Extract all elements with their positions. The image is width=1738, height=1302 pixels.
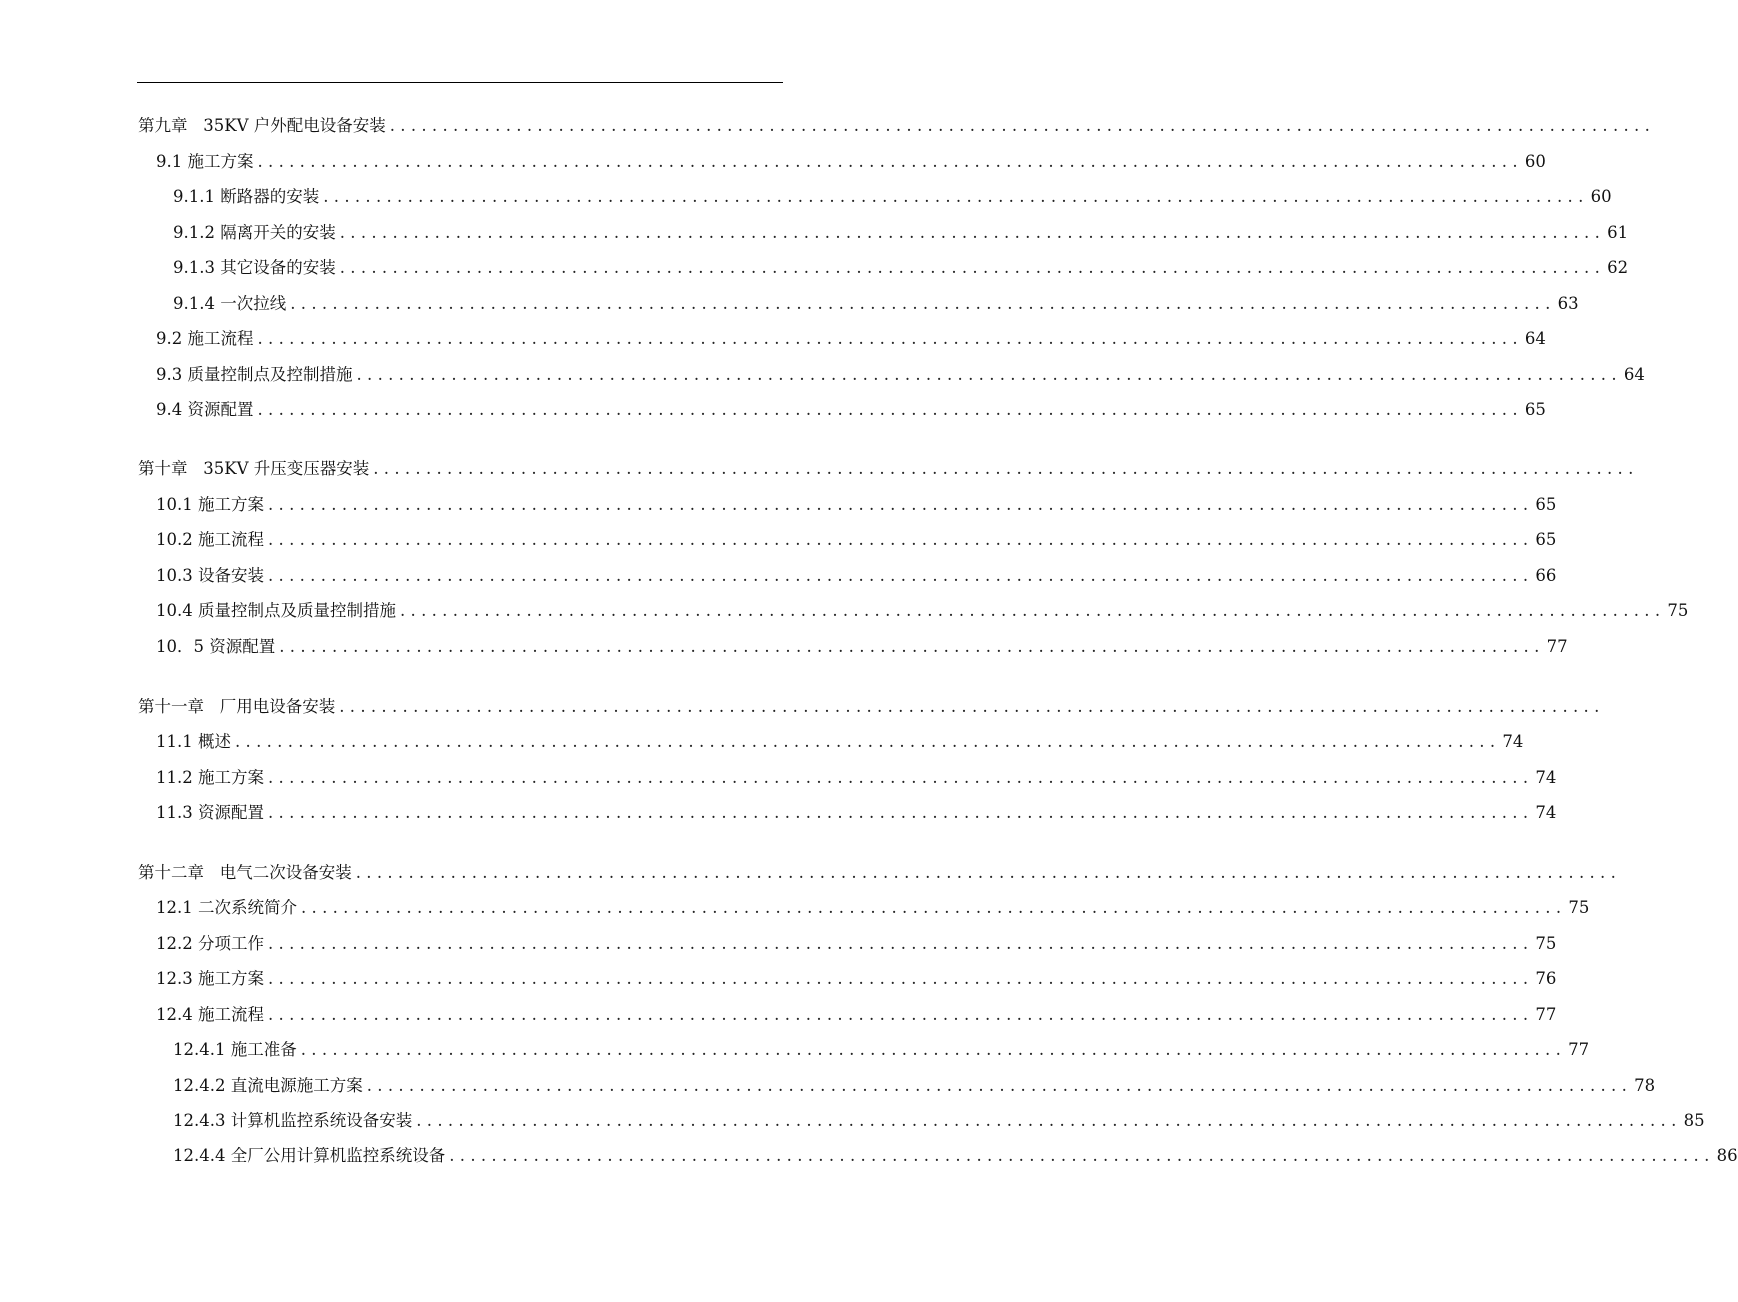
- toc-entry[interactable]: [173, 290, 1579, 314]
- toc-entry[interactable]: [173, 1072, 1656, 1096]
- entry-title: 分项工作: [198, 934, 264, 953]
- entry-number: 12.4: [156, 1005, 193, 1024]
- dot-leader: ........................................................................................................................: [339, 697, 1605, 716]
- page-number: 64: [1524, 329, 1546, 348]
- toc-entry[interactable]: [156, 764, 1557, 788]
- entry-number: 12.4.4: [173, 1146, 226, 1165]
- entry-title: 施工方案: [198, 969, 264, 988]
- entry-title: 质量控制点及质量控制措施: [198, 601, 396, 620]
- dot-leader: ........................................................................................................................: [449, 1146, 1715, 1165]
- toc-entry[interactable]: [173, 183, 1612, 207]
- dot-leader: ........................................................................................................................: [235, 732, 1501, 751]
- entry-gap: [204, 863, 220, 883]
- entry-gap: [204, 697, 220, 717]
- entry-title: 35KV 升压变压器安装: [203, 459, 370, 478]
- entry-number: 10.4: [156, 601, 193, 620]
- entry-title: 其它设备的安装: [220, 258, 336, 277]
- dot-leader: ........................................................................................................................: [268, 934, 1534, 953]
- toc-entry[interactable]: [173, 219, 1629, 243]
- entry-title: 厂用电设备安装: [219, 697, 336, 716]
- dot-leader: ........................................................................................................................: [268, 1005, 1534, 1024]
- entry-title: 隔离开关的安装: [220, 223, 336, 242]
- toc-entry[interactable]: [156, 965, 1557, 989]
- toc-entry[interactable]: [156, 633, 1568, 657]
- page-number: 61: [1607, 223, 1629, 242]
- entry-number: 11.1: [156, 732, 193, 751]
- dot-leader: ........................................................................................................................: [257, 329, 1523, 348]
- entry-number: 10.3: [156, 566, 193, 585]
- entry-title: 资源配置: [187, 400, 254, 419]
- entry-number: 9.3: [156, 365, 183, 384]
- entry-title: 全厂公用计算机监控系统设备: [230, 1146, 446, 1165]
- toc-entry[interactable]: [173, 1142, 1738, 1166]
- toc-entry[interactable]: [156, 728, 1524, 752]
- page-number: 65: [1524, 400, 1546, 419]
- page-number: 86: [1716, 1146, 1738, 1165]
- dot-leader: ........................................................................................................................: [268, 566, 1534, 585]
- entry-number: 10.2: [156, 530, 193, 549]
- entry-number: 第九章: [138, 116, 188, 135]
- entry-number: 9.1.3: [173, 258, 215, 277]
- entry-number: 9.2: [156, 329, 183, 348]
- dot-leader: ........................................................................................................................: [268, 768, 1534, 787]
- toc-entry[interactable]: [156, 930, 1557, 954]
- entry-title: 电气二次设备安装: [219, 863, 352, 882]
- entry-number: 12.4.2: [173, 1076, 226, 1095]
- entry-number: 11.3: [156, 803, 193, 822]
- dot-leader: ........................................................................................................................: [339, 223, 1606, 242]
- entry-title: 概述: [198, 732, 231, 751]
- page-number: 77: [1546, 637, 1568, 656]
- entry-number: 9.1.2: [173, 223, 215, 242]
- entry-number: 第十二章: [138, 863, 204, 882]
- toc-entry[interactable]: [156, 526, 1557, 550]
- toc-entry[interactable]: [156, 562, 1557, 586]
- entry-title: 施工流程: [187, 329, 254, 348]
- page-number: 74: [1535, 803, 1557, 822]
- page-number: 78: [1634, 1076, 1656, 1095]
- dot-leader: ........................................................................................................................: [356, 365, 1622, 384]
- page-number: 77: [1535, 1005, 1557, 1024]
- toc-entry[interactable]: [156, 148, 1546, 172]
- dot-leader: ........................................................................................................................: [268, 530, 1534, 549]
- dot-leader: ........................................................................................................................: [301, 898, 1567, 917]
- entry-number: 9.1.4: [173, 294, 215, 313]
- entry-title: 直流电源施工方案: [230, 1076, 363, 1095]
- entry-title: 施工方案: [198, 495, 264, 514]
- page-number: 75: [1568, 898, 1590, 917]
- dot-leader: ........................................................................................................................: [279, 637, 1545, 656]
- page-number: 63: [1557, 294, 1579, 313]
- dot-leader: ........................................................................................................................: [268, 969, 1534, 988]
- dot-leader: ........................................................................................................................: [400, 601, 1666, 620]
- entry-number: 10．5: [156, 637, 204, 656]
- dot-leader: ........................................................................................................................: [355, 863, 1622, 882]
- toc-chapter-entry[interactable]: [138, 455, 1639, 479]
- page-number: 65: [1535, 530, 1557, 549]
- toc-entry[interactable]: [156, 491, 1557, 515]
- toc-chapter-entry[interactable]: [138, 693, 1605, 717]
- entry-title: 设备安装: [198, 566, 264, 585]
- toc-chapter-entry[interactable]: [138, 112, 1656, 136]
- entry-title: 二次系统简介: [198, 898, 297, 917]
- toc-entry[interactable]: [173, 1036, 1590, 1060]
- page-number: 75: [1535, 934, 1557, 953]
- page-number: 62: [1607, 258, 1629, 277]
- entry-number: 11.2: [156, 768, 193, 787]
- page-number: 74: [1502, 732, 1524, 751]
- page-number: 85: [1683, 1111, 1705, 1130]
- dot-leader: ........................................................................................................................: [257, 400, 1523, 419]
- toc-entry[interactable]: [156, 799, 1557, 823]
- toc-entry[interactable]: [173, 1107, 1705, 1131]
- page-number: 76: [1535, 969, 1557, 988]
- page-number: 60: [1524, 152, 1546, 171]
- toc-entry[interactable]: [156, 597, 1689, 621]
- dot-leader: ........................................................................................................................: [416, 1111, 1682, 1130]
- toc-chapter-entry[interactable]: [138, 859, 1622, 883]
- toc-entry[interactable]: [156, 325, 1546, 349]
- dot-leader: ........................................................................................................................: [268, 803, 1534, 822]
- entry-number: 第十章: [138, 459, 188, 478]
- dot-leader: ........................................................................................................................: [366, 1076, 1633, 1095]
- entry-title: 施工准备: [230, 1040, 297, 1059]
- page-number: 74: [1535, 768, 1557, 787]
- entry-title: 资源配置: [198, 803, 264, 822]
- page-number: 64: [1623, 365, 1645, 384]
- entry-title: 一次拉线: [220, 294, 287, 313]
- entry-title: 施工方案: [198, 768, 264, 787]
- entry-title: 断路器的安装: [220, 187, 320, 206]
- page-number: 60: [1590, 187, 1612, 206]
- entry-title: 施工流程: [198, 1005, 264, 1024]
- entry-title: 计算机监控系统设备安装: [230, 1111, 413, 1130]
- toc-entry[interactable]: [173, 254, 1629, 278]
- entry-number: 9.4: [156, 400, 183, 419]
- entry-number: 12.4.1: [173, 1040, 226, 1059]
- dot-leader: ........................................................................................................................: [389, 116, 1656, 135]
- entry-title: 施工流程: [198, 530, 264, 549]
- dot-leader: ........................................................................................................................: [290, 294, 1556, 313]
- page-number: 66: [1535, 566, 1557, 585]
- entry-title: 质量控制点及控制措施: [187, 365, 353, 384]
- dot-leader: ........................................................................................................................: [268, 495, 1534, 514]
- dot-leader: ........................................................................................................................: [373, 459, 1639, 478]
- entry-number: 第十一章: [138, 697, 204, 716]
- entry-title: 35KV 户外配电设备安装: [203, 116, 386, 135]
- entry-title: 资源配置: [209, 637, 276, 656]
- toc-entry[interactable]: [156, 361, 1645, 385]
- toc-entry[interactable]: [156, 1001, 1557, 1025]
- dot-leader: ........................................................................................................................: [339, 258, 1606, 277]
- dot-leader: ........................................................................................................................: [257, 152, 1523, 171]
- dot-leader: ........................................................................................................................: [323, 187, 1589, 206]
- toc-entry[interactable]: [156, 396, 1546, 420]
- entry-gap: [188, 459, 204, 479]
- entry-number: 10.1: [156, 495, 193, 514]
- entry-number: 12.4.3: [173, 1111, 226, 1130]
- entry-number: 12.1: [156, 898, 193, 917]
- page-number: 65: [1535, 495, 1557, 514]
- entry-number: 12.2: [156, 934, 193, 953]
- page-number: 75: [1667, 601, 1689, 620]
- toc-entry[interactable]: [156, 894, 1590, 918]
- entry-title: 施工方案: [187, 152, 254, 171]
- entry-number: 9.1.1: [173, 187, 215, 206]
- entry-number: 9.1: [156, 152, 183, 171]
- dot-leader: ........................................................................................................................: [300, 1040, 1567, 1059]
- page-number: 77: [1568, 1040, 1590, 1059]
- entry-gap: [188, 116, 204, 136]
- entry-number: 12.3: [156, 969, 193, 988]
